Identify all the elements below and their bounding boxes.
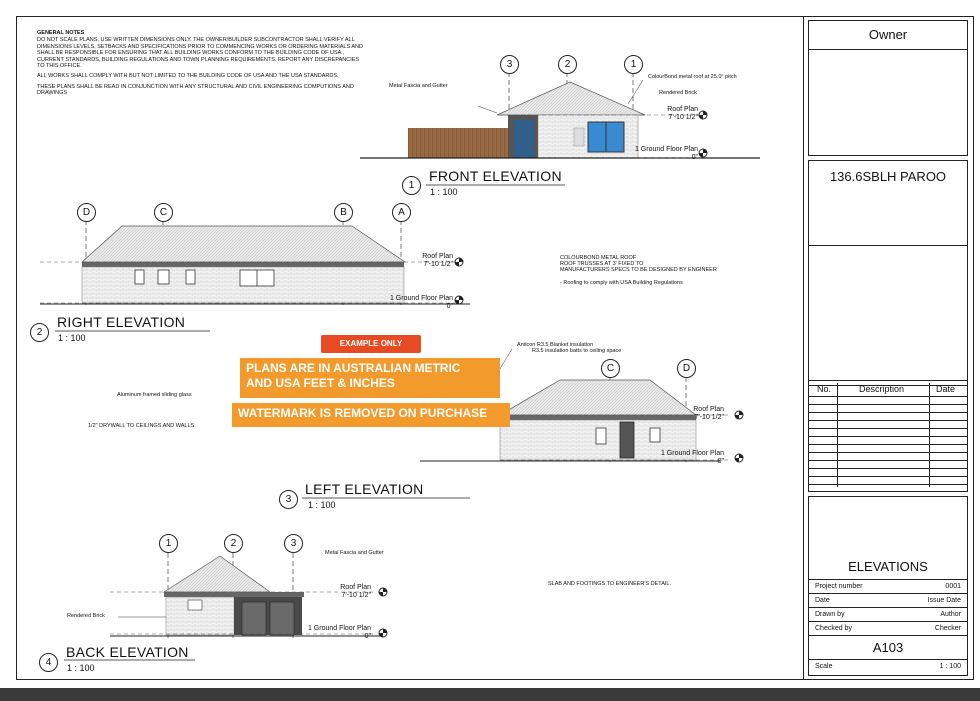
insulation-note-2: R3.5 insulation batts to ceiling space (532, 348, 622, 354)
example-only-badge: EXAMPLE ONLY (321, 335, 421, 353)
grid-marker-3-back: 3 (284, 534, 303, 553)
project-name: 136.6SBLH PAROO (829, 169, 947, 184)
back-rendered-brick-label: Rendered Brick (67, 613, 105, 619)
back-metal-fascia-label: Metal Fascia and Gutter (325, 550, 384, 556)
colourbond-roof-label: ColourBond metal roof at 25.0° pitch (648, 74, 737, 80)
title-block (803, 16, 974, 680)
grid-marker-1: 1 (624, 55, 643, 74)
ground-level-label: 1 Ground Floor Plan (307, 625, 371, 632)
right-elevation-scale: 1 : 100 (58, 333, 86, 343)
ground-level-label: 1 Ground Floor Plan (660, 450, 724, 457)
roof-note-4: - Roofing to comply with USA Building Regulations (560, 280, 683, 286)
view-number-left: 3 (279, 490, 298, 509)
right-elevation-title: RIGHT ELEVATION (57, 314, 186, 330)
view-number-right: 2 (30, 323, 49, 342)
project-box (808, 160, 968, 386)
ground-level-value: 0" (717, 458, 724, 465)
roof-level-label: Roof Plan (693, 406, 724, 413)
left-ground-level (636, 450, 724, 466)
scale-label: Scale (815, 663, 833, 670)
left-elevation-scale: 1 : 100 (308, 500, 336, 510)
general-notes-heading: GENERAL NOTES (37, 30, 85, 36)
grid-marker-b: B (334, 203, 353, 222)
slab-note: SLAB AND FOOTINGS TO ENGINEER'S DETAIL. (548, 581, 671, 587)
ground-level-value: 0" (446, 303, 453, 310)
view-number-back: 4 (39, 653, 58, 672)
roof-note-2: ROOF TRUSSES AT 3' FIXED TO (560, 261, 644, 267)
sheet-info-box (808, 496, 968, 676)
roof-level-label: Roof Plan (422, 253, 453, 260)
rev-header-description: Description (859, 384, 905, 394)
sheet-number: A103 (809, 635, 967, 659)
roof-level-value: 7'-10 1/2" (694, 414, 724, 421)
back-roof-level (313, 584, 371, 600)
sheet-title: ELEVATIONS (848, 559, 928, 574)
ground-level-label: 1 Ground Floor Plan (634, 146, 698, 153)
ground-level-label: 1 Ground Floor Plan (389, 295, 453, 302)
revision-table (808, 380, 968, 492)
back-elevation-scale: 1 : 100 (67, 663, 95, 673)
grid-marker-d-left: D (677, 359, 696, 378)
insulation-note-1: Anticon R3.5 Blanket insulation (517, 342, 594, 348)
ground-level-value: 0" (691, 154, 698, 161)
grid-marker-a: A (392, 203, 411, 222)
ground-level-value: 0" (364, 633, 371, 640)
rev-header-no: No. (817, 384, 832, 394)
roof-level-value: 7'-10 1/2" (668, 114, 698, 121)
front-elevation-title: FRONT ELEVATION (429, 168, 562, 184)
general-notes-p1: DO NOT SCALE PLANS, USE WRITTEN DIMENSIONS ONLY. THE OWNER/BUILDER SUBCONTRACTOR SHALL VERIFY ALL DIMENSIONS LEVELS, SETBACKS AND SPECIFICATIONS PRIOR TO COMMENCING WORKS OR ORDERING MATERIALS AND SHALL BE RESPONSIBLE FOR ENSURING THAT ALL BUILDING WORKS CONFORM TO THE BUILDING CODE OF USA , CURRENT STANDARDS, BUILDING REGULATIONS AND TOWN PLANNING REQUIREMENTS. REPORT ANY DISCREPANCIES TO THIS OFFICE. (37, 37, 363, 70)
grid-marker-3: 3 (500, 55, 519, 74)
roof-level-value: 7'-10 1/2" (423, 261, 453, 268)
grid-marker-c-left: C (601, 359, 620, 378)
general-notes-p3: THESE PLANS SHALL BE READ IN CONJUNCTION WITH ANY STRUCTURAL AND CIVIL ENGINEERING COMPUTIONS AND DRAWINGS (37, 83, 354, 97)
metric-notice-banner (240, 358, 500, 398)
view-number-front: 1 (402, 176, 421, 195)
front-elevation-scale: 1 : 100 (430, 187, 458, 197)
watermark-notice-banner: WATERMARK IS REMOVED ON PURCHASE (232, 403, 510, 427)
roof-level-label: Roof Plan (667, 106, 698, 113)
roof-note-3: MANUFACTURERS SPECS TO BE DESIGNED BY ENGINEER (560, 267, 717, 273)
drawn-by-value: Author (940, 611, 961, 618)
grid-marker-c: C (154, 203, 173, 222)
drawn-by-label: Drawn by (815, 611, 845, 618)
metric-notice-line1: PLANS ARE IN AUSTRALIAN METRIC (246, 361, 461, 375)
back-ground-level (283, 625, 371, 641)
roof-level-value: 7'-10 1/2" (341, 592, 371, 599)
date-label: Date (815, 597, 830, 604)
front-roof-level (640, 106, 698, 122)
roof-level-label: Roof Plan (340, 584, 371, 591)
checked-by-value: Checker (934, 625, 961, 632)
grid-marker-d: D (77, 203, 96, 222)
project-number-value: 0001 (945, 583, 961, 590)
rev-header-date: Date (936, 384, 956, 394)
project-number-label: Project number (815, 583, 863, 590)
rendered-brick-label: Rendered Brick (659, 90, 697, 96)
left-roof-level (666, 406, 724, 422)
checked-by-label: Checked by (815, 625, 852, 632)
general-notes-p2: ALL WORKS SHALL COMPLY WITH BUT NOT LIMITED TO THE BUILDING CODE OF USA AND THE USA STANDARDS. (37, 73, 339, 80)
roof-note-1: COLOURBOND METAL ROOF (560, 255, 637, 261)
drywall-note: 1/2" DRYWALL TO CEILINGS AND WALLS (88, 423, 195, 429)
metric-notice-line2: AND USA FEET & INCHES (246, 376, 395, 390)
right-roof-level (395, 253, 453, 269)
owner-box (808, 20, 968, 156)
grid-marker-2-back: 2 (224, 534, 243, 553)
metal-fascia-label: Metal Fascia and Gutter (389, 83, 448, 89)
right-ground-level (365, 295, 453, 311)
left-elevation-title: LEFT ELEVATION (305, 481, 424, 497)
sliding-glass-label: Aluminum framed sliding glass (117, 392, 192, 398)
bottom-bar (0, 688, 980, 701)
owner-label: Owner (809, 27, 967, 50)
back-elevation-title: BACK ELEVATION (66, 644, 189, 660)
grid-marker-1-back: 1 (159, 534, 178, 553)
date-value: Issue Date (927, 597, 961, 604)
front-ground-level (610, 146, 698, 162)
grid-marker-2: 2 (558, 55, 577, 74)
scale-value: 1 : 100 (939, 663, 961, 670)
